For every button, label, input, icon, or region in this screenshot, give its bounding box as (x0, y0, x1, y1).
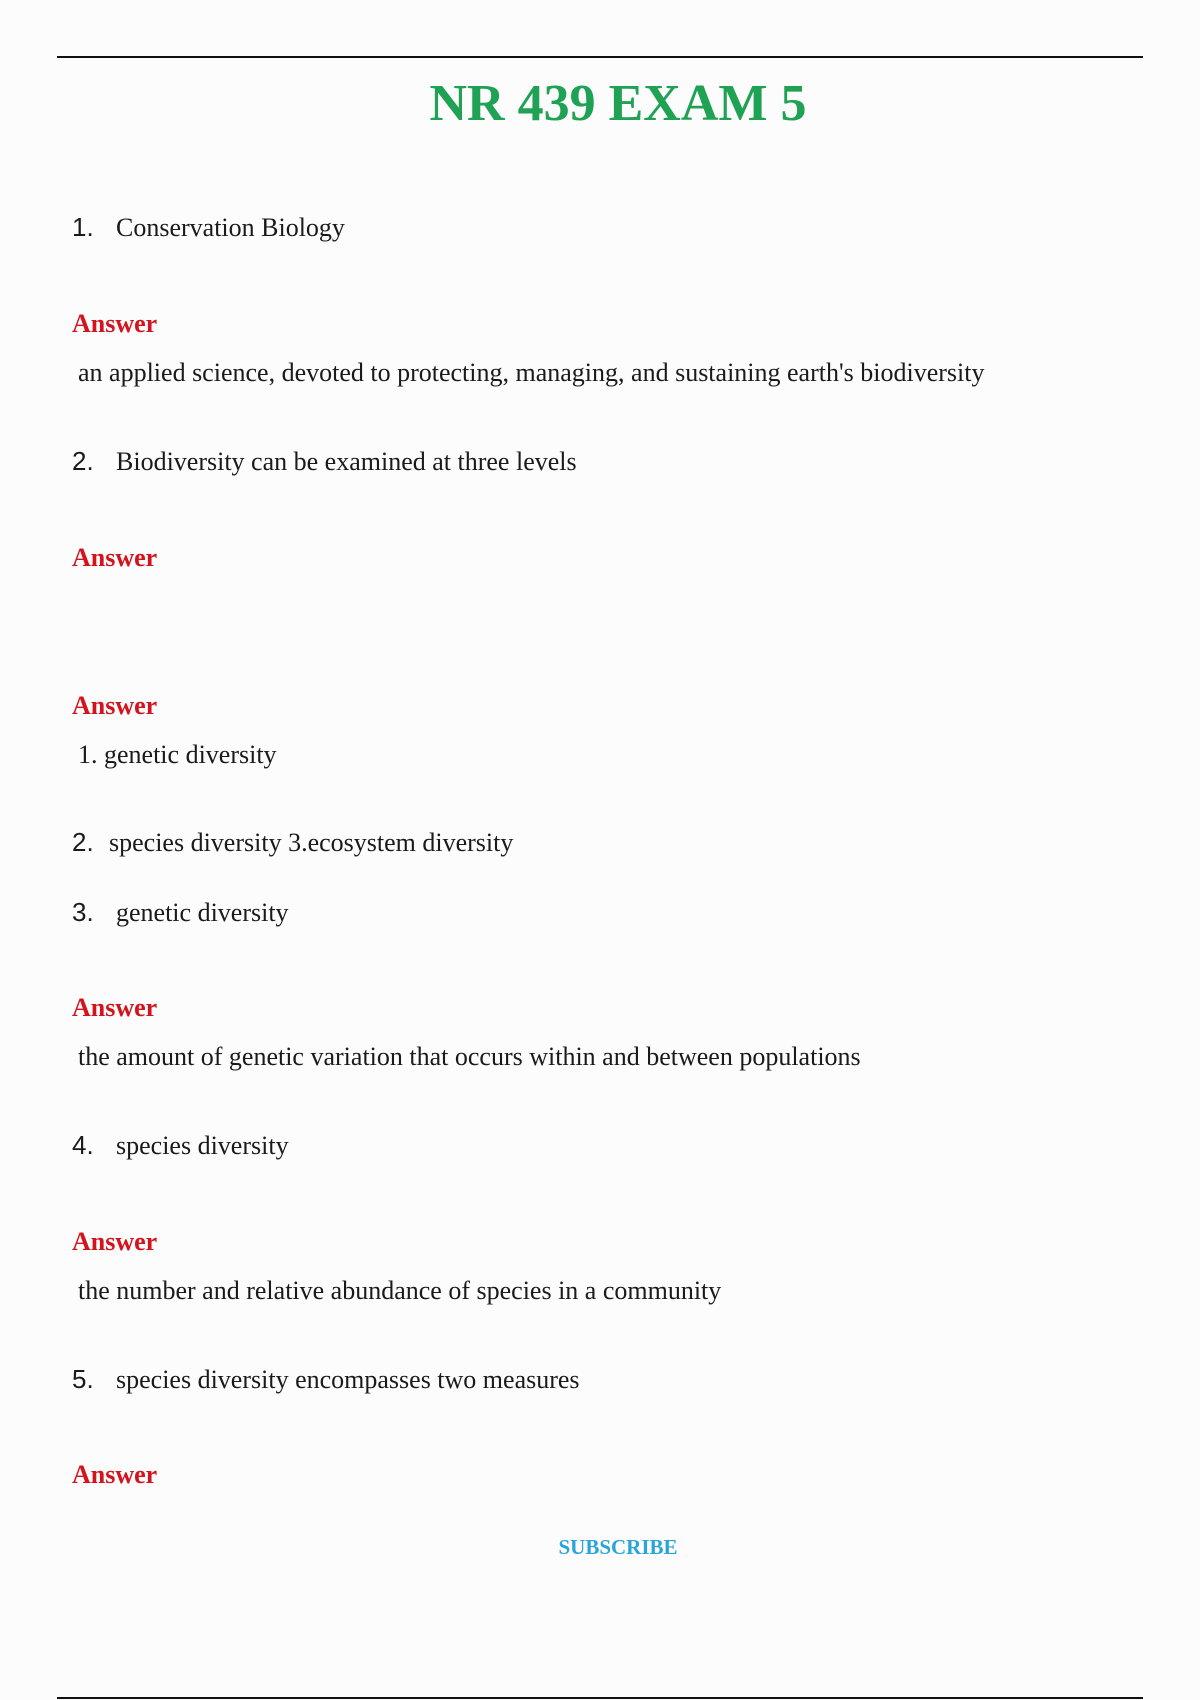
question-3 (72, 896, 289, 929)
question-number: 3. (72, 897, 94, 927)
answer-text: 1. genetic diversity (78, 740, 277, 769)
answer-label: Answer (72, 1460, 158, 1489)
question-text: genetic diversity (116, 898, 289, 927)
question-4 (72, 1129, 289, 1162)
question-number: 1. (72, 212, 94, 242)
question-number: 2. (72, 446, 94, 476)
question-text: species diversity encompasses two measures (116, 1365, 580, 1394)
answer-text: the amount of genetic variation that occurs within and between populations (78, 1042, 861, 1071)
question-1 (72, 211, 345, 244)
question-text: Conservation Biology (116, 213, 345, 242)
bottom-rule (57, 1697, 1143, 1699)
question-2b (72, 826, 513, 859)
answer-text: an applied science, devoted to protecting, managing, and sustaining earth's biodiversity (78, 358, 985, 387)
question-number: 4. (72, 1130, 94, 1160)
question-text: species diversity 3.ecosystem diversity (109, 828, 514, 857)
answer-label: Answer (72, 691, 158, 720)
question-2 (72, 445, 577, 478)
subscribe-link[interactable]: SUBSCRIBE (558, 1535, 678, 1559)
answer-text: the number and relative abundance of species in a community (78, 1276, 722, 1305)
question-text: species diversity (116, 1131, 289, 1160)
question-number: 2. (72, 827, 94, 857)
answer-label: Answer (72, 1227, 158, 1256)
question-text: Biodiversity can be examined at three levels (116, 447, 577, 476)
question-5 (72, 1363, 580, 1396)
question-number: 5. (72, 1364, 94, 1394)
answer-label: Answer (72, 543, 158, 572)
answer-label: Answer (72, 993, 158, 1022)
top-rule (57, 56, 1143, 58)
answer-label: Answer (72, 309, 158, 338)
page-title: NR 439 EXAM 5 (429, 75, 807, 132)
